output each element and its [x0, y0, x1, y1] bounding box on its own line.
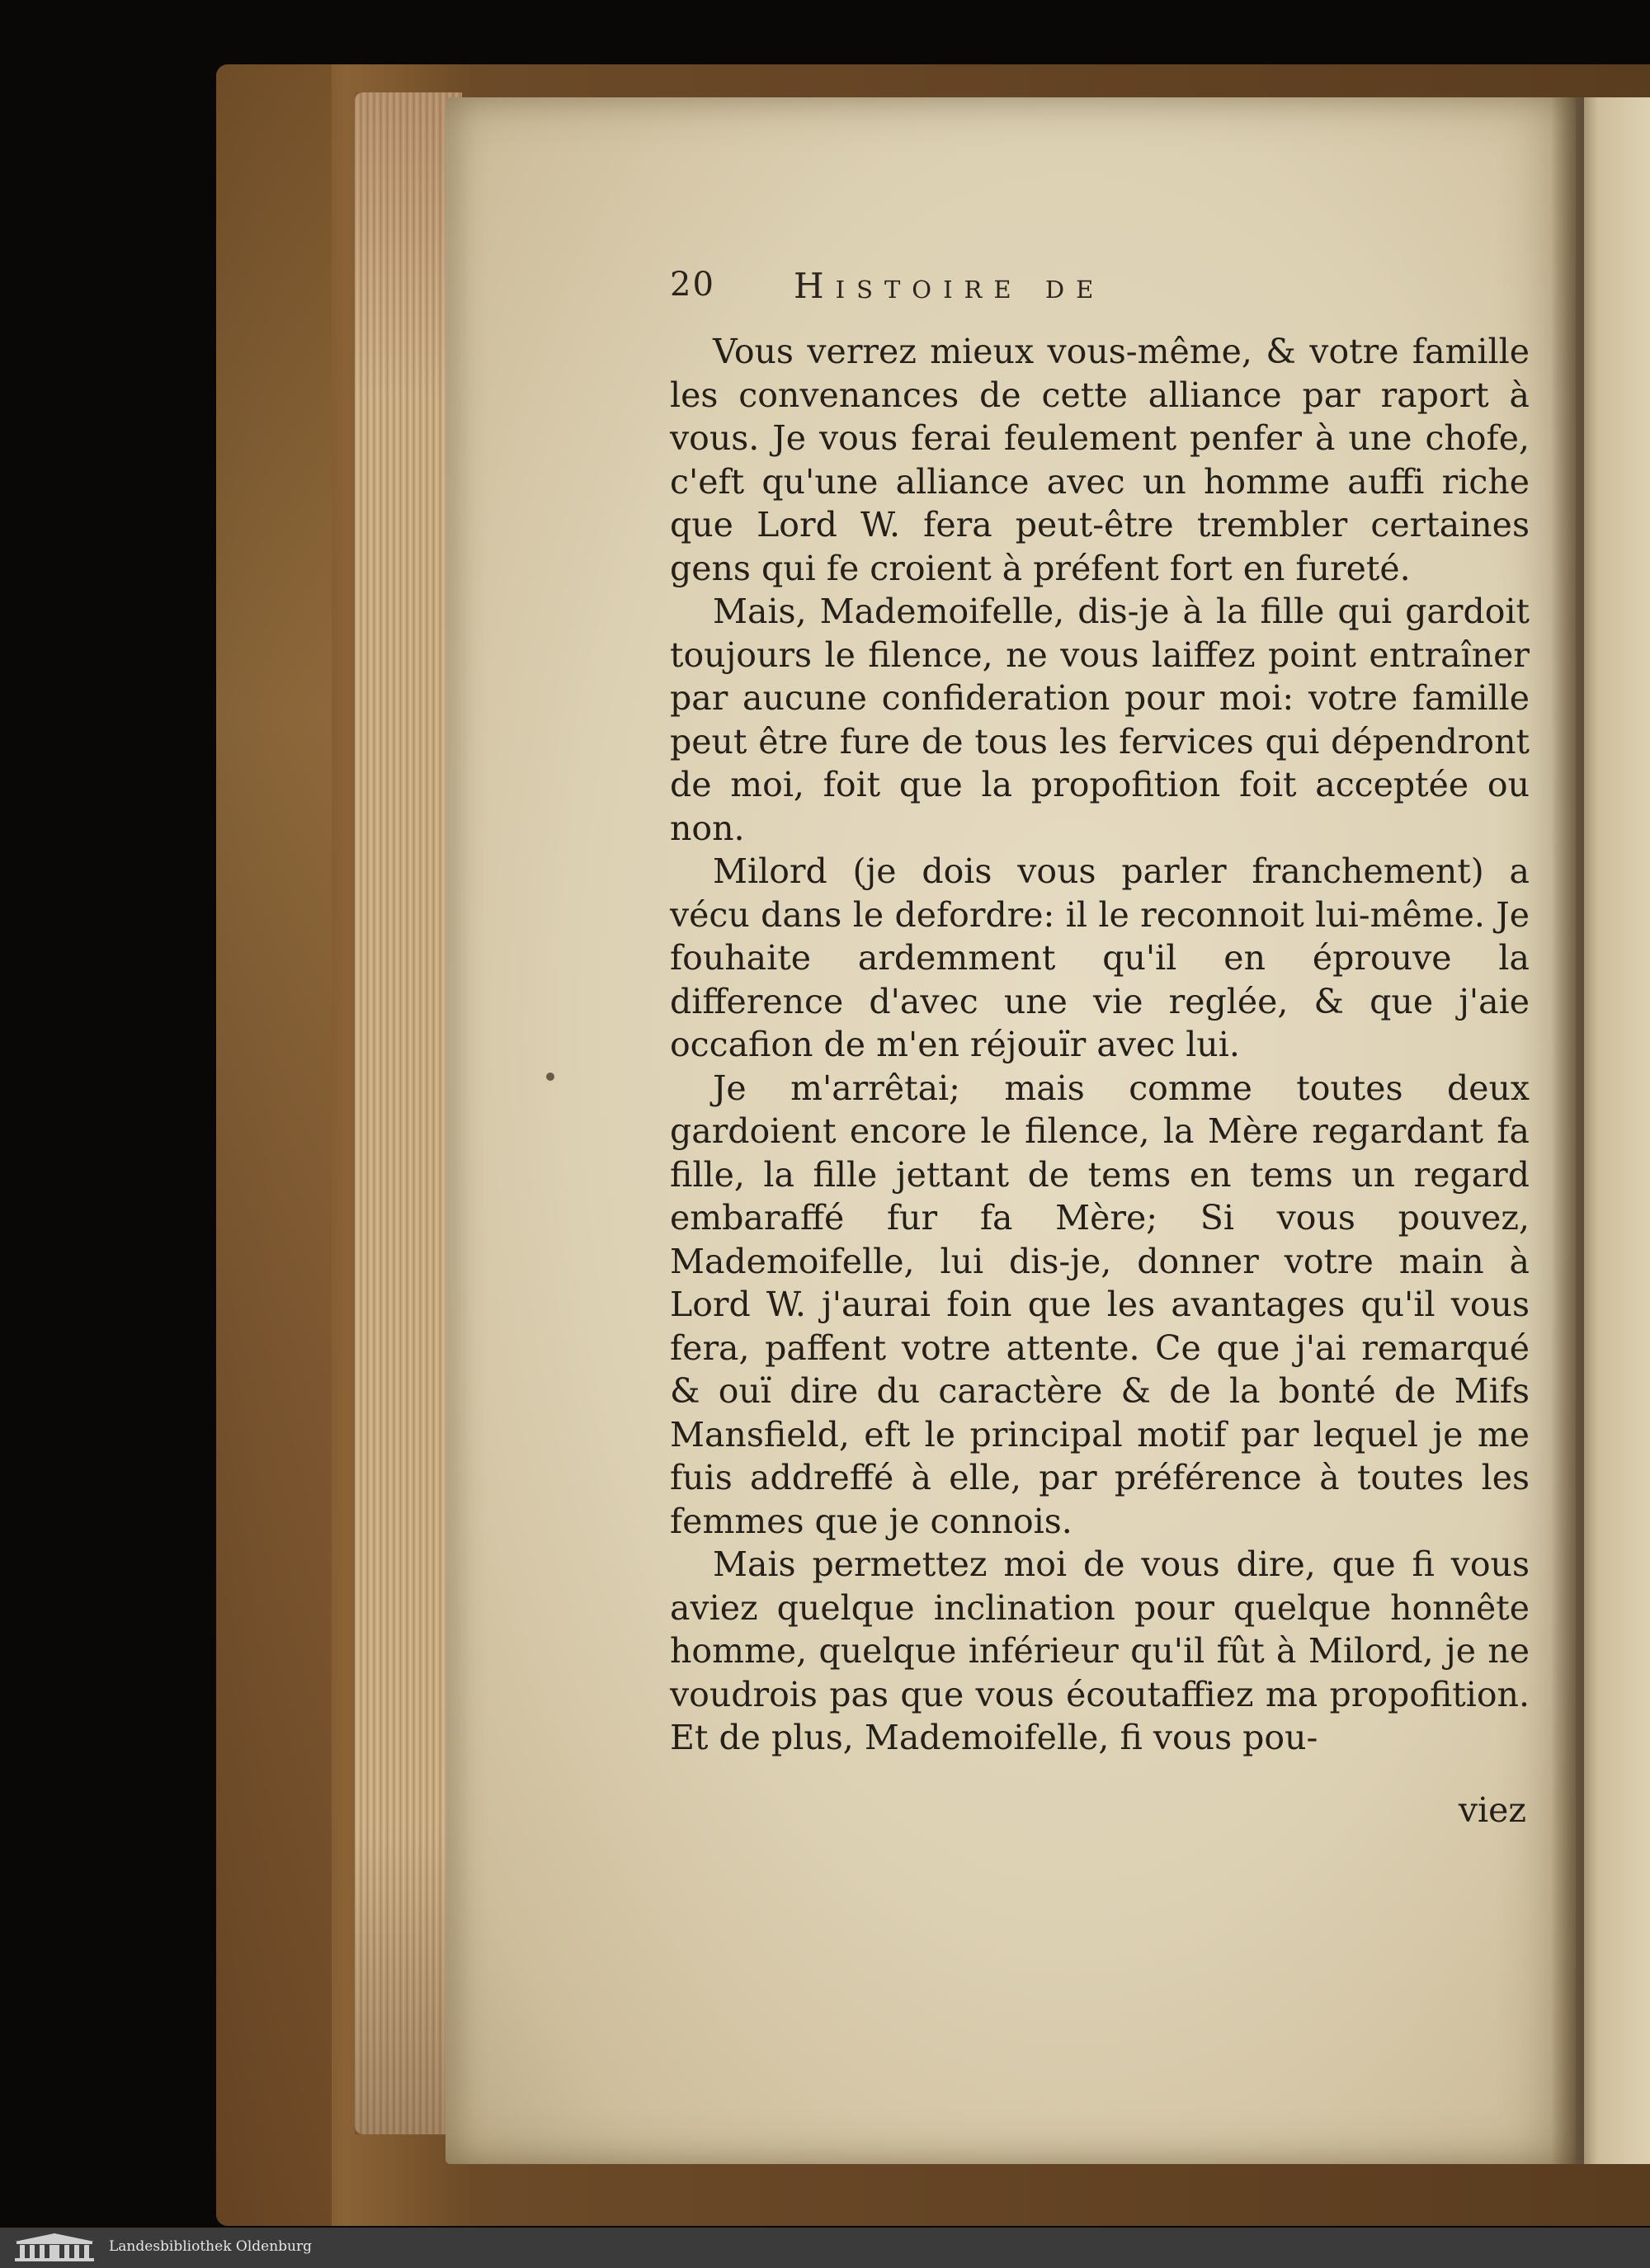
library-building-icon [12, 2232, 97, 2263]
book-cover-edge [216, 64, 332, 2226]
next-page-edge [1576, 97, 1650, 2164]
running-title: Histoire de [794, 266, 1106, 306]
paragraph: Milord (je dois vous parler franchement) a vécu dans le defordre: il le reconnoit lui-même. Je fouhaite ardemment qu'il en éprouve la difference d'avec une vie reglée, & que j'aie occafion de m'en réjouïr avec lui. [670, 851, 1530, 1064]
body-text [670, 330, 1530, 1760]
library-credit: Landesbibliothek Oldenburg [109, 2238, 313, 2255]
page-number: 20 [670, 266, 715, 304]
paragraph: Vous verrez mieux vous-même, & votre famille les convenances de cette alliance par raport à vous. Je vous ferai feulement penfer à une chofe, c'eft qu'une alliance avec un homme auffi riche que Lord W. fera peut-être trembler certaines gens qui fe croient à préfent fort en fureté. [670, 332, 1530, 588]
page-gutter [1551, 97, 1584, 2164]
page-header [670, 266, 1528, 315]
catchword: viez [1458, 1790, 1526, 1830]
ink-spot [546, 1073, 554, 1081]
paragraph: Je m'arrêtai; mais comme toutes deux gardoient encore le filence, la Mère regardant fa fille, la fille jettant de tems en tems un regard embaraffé fur fa Mère; Si vous pouvez, Mademoifelle, lui dis-je, donner votre main à Lord W. j'aurai foin que les avantages qu'il vous fera, paffent votre attente. Ce que j'ai remarqué & ouï dire du caractère & de la bonté de Mifs Mansfield, eft le principal motif par lequel je me fuis addreffé à elle, par préférence à toutes les femmes que je connois. [670, 1068, 1530, 1541]
paragraph: Mais permettez moi de vous dire, que fi vous aviez quelque inclination pour quelque honnête homme, quelque inférieur qu'il fût à Milord, je ne voudrois pas que vous écoutaffiez ma propofition. Et de plus, Mademoifelle, fi vous pou- [670, 1544, 1530, 1757]
paragraph: Mais, Mademoifelle, dis-je à la fille qui gardoit toujours le filence, ne vous laiffez point entraîner par aucune confideration pour moi: votre famille peut être fure de tous les fervices qui dépendront de moi, foit que la propofition foit acceptée ou non. [670, 592, 1530, 848]
